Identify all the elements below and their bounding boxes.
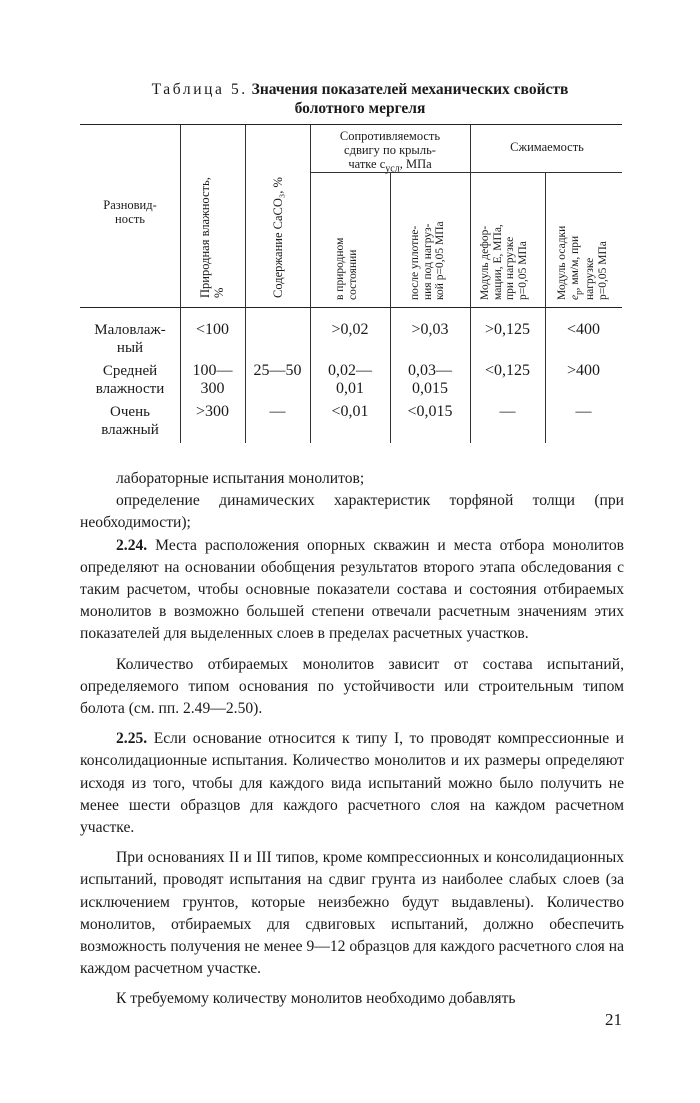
cell-deformation-modulus: — xyxy=(499,403,516,420)
cell-shear-natural: >0,02 xyxy=(331,321,369,338)
col-divider xyxy=(245,125,246,443)
cell-caco3: — xyxy=(269,403,286,420)
caption-title-line2: болотного мергеля xyxy=(294,100,426,117)
table-caption xyxy=(80,80,640,118)
cell-moisture: >300 xyxy=(195,403,230,420)
cell-moisture: 100— 300 xyxy=(192,362,233,397)
header-variety: Разновид- ность xyxy=(103,198,157,226)
header-shear-group: Сопротивляемость сдвигу по крыль- чатке $c_{усл}$, МПа xyxy=(339,129,441,175)
section-number: 2.25. xyxy=(116,730,148,748)
row-label-very-moist: Очень влажный xyxy=(101,404,159,438)
header-deformation-modulus: Модуль дефор- мации, E, МПа, при нагрузке p=0,05 МПа xyxy=(479,224,529,300)
paragraph: Количество отбираемых монолитов зависит от состава испытаний, определяемого типом основания по устойчивости или строительным типом болота (см. пп. 2.49—2.50). xyxy=(80,655,624,718)
cell-settlement-modulus: >400 xyxy=(566,362,601,379)
table-header-rule xyxy=(80,307,622,308)
paragraph: лабораторные испытания монолитов; xyxy=(116,470,365,487)
body-text xyxy=(80,468,624,1011)
header-shear-after: после уплотне- ния под нагруз- кой p=0,05 МПа xyxy=(409,221,446,300)
cell-deformation-modulus: >0,125 xyxy=(484,321,531,338)
table-top-rule xyxy=(80,124,622,125)
paragraph: При основаниях II и III типов, кроме компрессионных и консолидационных испытаний, проводят испытания на сдвиг грунта из наиболее слабых слоев (за исключением грунтов, которые неизбежно будут выдавлены). Количество монолитов, отбираемых для сдвиговых испытаний, должно обеспечить возможность получения не менее 9—12 образцов для каждого расчетного слоя на каждом расчетном участке. xyxy=(80,849,624,978)
caption-label: Таблица 5. xyxy=(151,81,248,98)
header-shear-natural: в природном состоянии xyxy=(334,237,359,300)
row-label-low-moisture: Маловлаж- ный xyxy=(94,322,166,356)
section-number: 2.24. xyxy=(116,536,148,554)
cell-deformation-modulus: <0,125 xyxy=(484,362,531,379)
col-divider xyxy=(470,125,471,443)
row-label-medium-moisture: Средней влажности xyxy=(95,363,165,397)
cell-settlement-modulus: — xyxy=(575,403,592,420)
paragraph: определение динамических характеристик торфяной толщи (при необходимости); xyxy=(80,492,624,532)
paragraph: 2.25. Если основание относится к типу I, то проводят компрессионные и консолидационные испытания. Количество монолитов и их размеры определяют исходя из того, чтобы для каждого вида испытаний можно было получить не менее шести образцов для каждого расчетного слоя на каждом расчетном участке. xyxy=(80,730,624,837)
header-settlement-modulus: Модуль осадки $e_p$, мм/м, при нагрузке p=0,05 МПа xyxy=(556,225,609,300)
paragraph: 2.24. Места расположения опорных скважин и места отбора монолитов определяют на основании обобщения результатов второго этапа обследования с таким расчетом, чтобы основные показатели состава и состояния отбираемых монолитов в возможно большей степени отвечали расчетным значениям этих показателей для выделенных слоев в пределах расчетных участков. xyxy=(80,536,624,643)
caption-title-line1: Значения показателей механических свойств xyxy=(251,81,569,98)
cell-shear-after: <0,015 xyxy=(407,403,453,420)
cell-shear-after: 0,03— 0,015 xyxy=(408,362,452,397)
header-caco3: Содержание CaCO₃, % xyxy=(271,177,285,298)
page-number: 21 xyxy=(605,1010,622,1029)
cell-moisture: <100 xyxy=(195,321,230,338)
cell-caco3: 25—50 xyxy=(253,362,302,379)
cell-settlement-modulus: <400 xyxy=(566,321,601,338)
paragraph: К требуемому количеству монолитов необходимо добавлять xyxy=(116,990,516,1008)
cell-shear-natural: 0,02— 0,01 xyxy=(328,362,372,397)
cell-shear-after: >0,03 xyxy=(411,321,449,338)
cell-shear-natural: <0,01 xyxy=(331,403,369,420)
header-compressibility-group: Сжимаемость xyxy=(510,140,584,154)
header-moisture: Природная влажность, % xyxy=(198,177,226,298)
